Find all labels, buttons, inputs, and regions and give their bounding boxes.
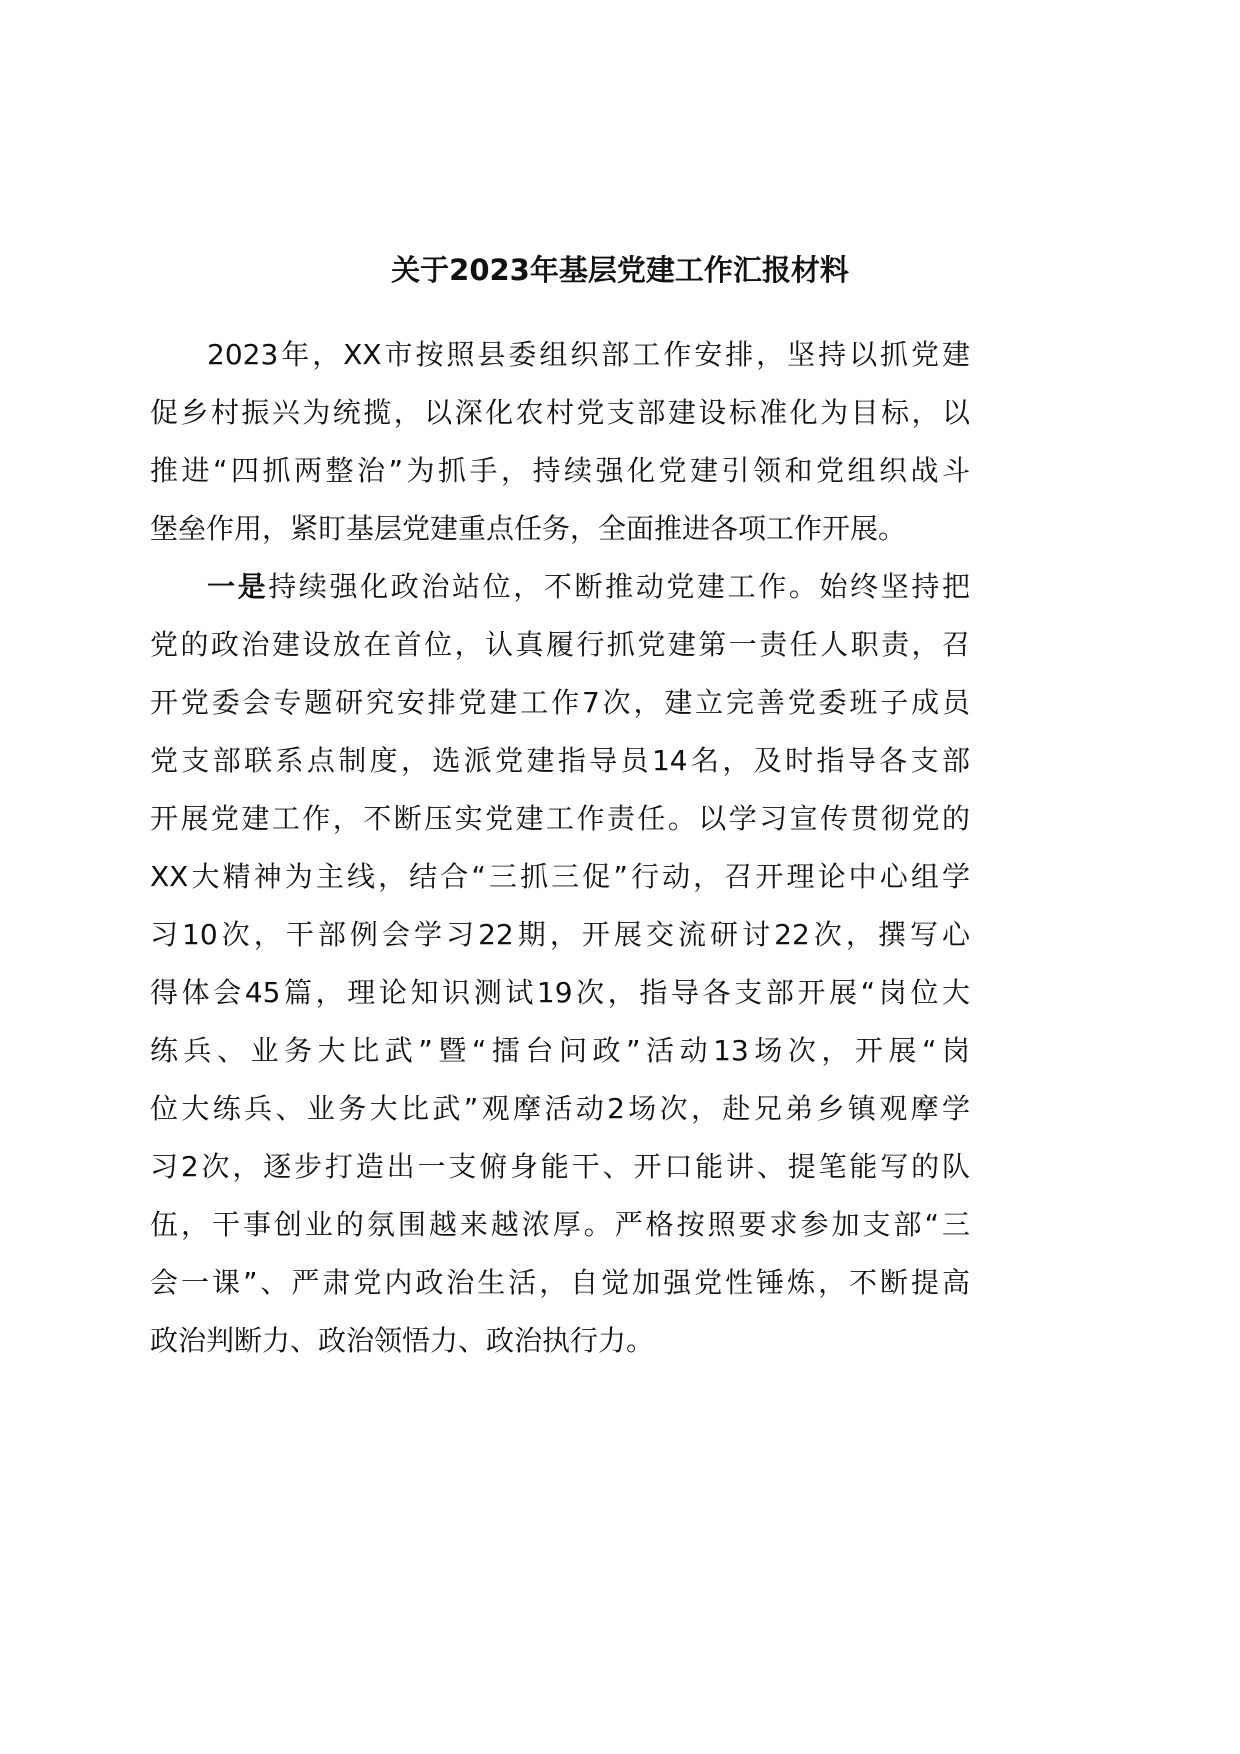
text-line: 得体会45篇，理论知识测试19次，指导各支部开展“岗位大 bbox=[150, 976, 970, 1009]
text-line: 伍，干事创业的氛围越来越浓厚。严格按照要求参加支部“三 bbox=[150, 1208, 970, 1241]
text-line: 练兵、业务大比武”暨“擂台问政”活动13场次，开展“岗 bbox=[150, 1034, 970, 1067]
text-line: 党支部联系点制度，选派党建指导员14名，及时指导各支部 bbox=[150, 744, 970, 777]
text-line bbox=[150, 558, 970, 616]
text-line: 促乡村振兴为统揽，以深化农村党支部建设标准化为目标，以 bbox=[150, 396, 970, 429]
text-line: 推进“四抓两整治”为抓手，持续强化党建引领和党组织战斗 bbox=[150, 454, 970, 487]
text-span: 持续强化政治站位，不断推动党建工作。始终坚持把 bbox=[268, 570, 970, 603]
text-line: 开展党建工作，不断压实党建工作责任。以学习宣传贯彻党的 bbox=[150, 802, 970, 835]
text-line: 开党委会专题研究安排党建工作7次，建立完善党委班子成员 bbox=[150, 686, 970, 719]
text-line: 政治判断力、政治领悟力、政治执行力。 bbox=[150, 1324, 655, 1357]
text-line: 党的政治建设放在首位，认真履行抓党建第一责任人职责，召 bbox=[150, 628, 970, 661]
section-lead: 一是 bbox=[207, 570, 269, 603]
text-line: 位大练兵、业务大比武”观摩活动2场次，赴兄弟乡镇观摩学 bbox=[150, 1092, 970, 1125]
text-line: XX大精神为主线，结合“三抓三促”行动，召开理论中心组学 bbox=[150, 860, 970, 893]
text-line: 会一课”、严肃党内政治生活，自觉加强党性锤炼，不断提高 bbox=[150, 1266, 970, 1299]
document-title: 关于2023年基层党建工作汇报材料 bbox=[391, 253, 849, 287]
text-line: 习10次，干部例会学习22期，开展交流研讨22次，撰写心 bbox=[150, 918, 970, 951]
text-line: 2023年，XX市按照县委组织部工作安排，坚持以抓党建 bbox=[207, 338, 970, 371]
text-line: 堡垒作用，紧盯基层党建重点任务，全面推进各项工作开展。 bbox=[150, 512, 907, 545]
text-line: 习2次，逐步打造出一支俯身能干、开口能讲、提笔能写的队 bbox=[150, 1150, 970, 1183]
document-body bbox=[150, 326, 970, 1370]
paragraph-intro bbox=[150, 326, 970, 558]
paragraph-section-one bbox=[150, 558, 970, 1370]
